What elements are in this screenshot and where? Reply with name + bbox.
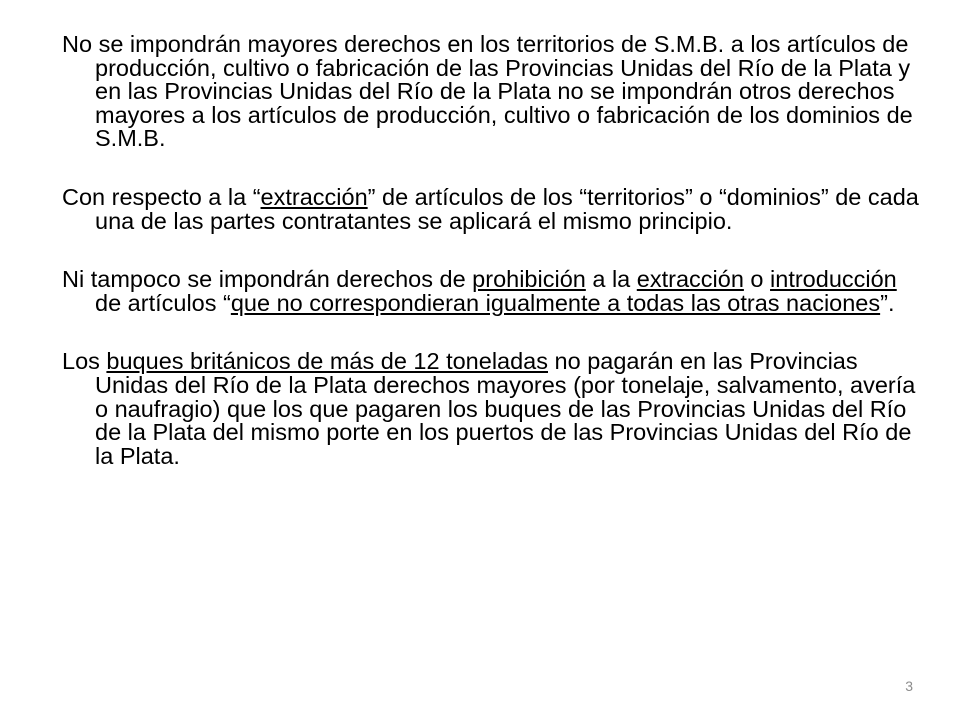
underlined-term: extracción: [260, 183, 368, 210]
text-run: Ni tampoco se impondrán derechos de: [62, 266, 473, 293]
text-run: Con respecto a la “: [62, 183, 261, 210]
text-run: No se impondrán mayores derechos en los territorios de S.M.B. a los artículos de producción, cultivo o fabricación de las Provincias Unidas del Río de la Plata y en las Provincias Unidas del Río de la Plata no se impondrán otros derechos mayores a los artículos de producción, cultivo o fabricación de los dominios de S.M.B.: [62, 31, 913, 152]
paragraph-buques: [62, 350, 922, 468]
text-run: o: [743, 266, 771, 293]
underlined-phrase: que no correspondieran igualmente a todas las otras naciones: [230, 289, 881, 316]
text-run: ”.: [880, 289, 895, 316]
paragraph-prohibicion: [62, 268, 922, 315]
paragraph-extraccion: [62, 183, 922, 234]
underlined-phrase: buques británicos de más de 12 toneladas: [106, 348, 548, 375]
underlined-term: introducción: [770, 266, 897, 293]
underlined-term: extracción: [636, 266, 744, 293]
page-number: 3: [905, 678, 913, 694]
text-run: a la: [585, 266, 637, 293]
slide-body: [62, 33, 922, 503]
text-run: ” de artículos de los “territorios” o “dominios” de cada una de las partes contratantes se aplicará el mismo principio.: [95, 183, 919, 234]
text-run: de artículos “: [95, 289, 231, 316]
text-run: Los: [62, 348, 107, 375]
text-run: no pagarán en las Provincias Unidas del Río de la Plata derechos mayores (por tonelaje, salvamento, avería o naufragio) que los que pagaren los buques de las Provincias Unidas del Río de la Plata del mismo porte en los puertos de las Provincias Unidas del Río de la Plata.: [95, 348, 916, 469]
paragraph-derechos-importacion: [62, 33, 922, 151]
underlined-term: prohibición: [472, 266, 586, 293]
